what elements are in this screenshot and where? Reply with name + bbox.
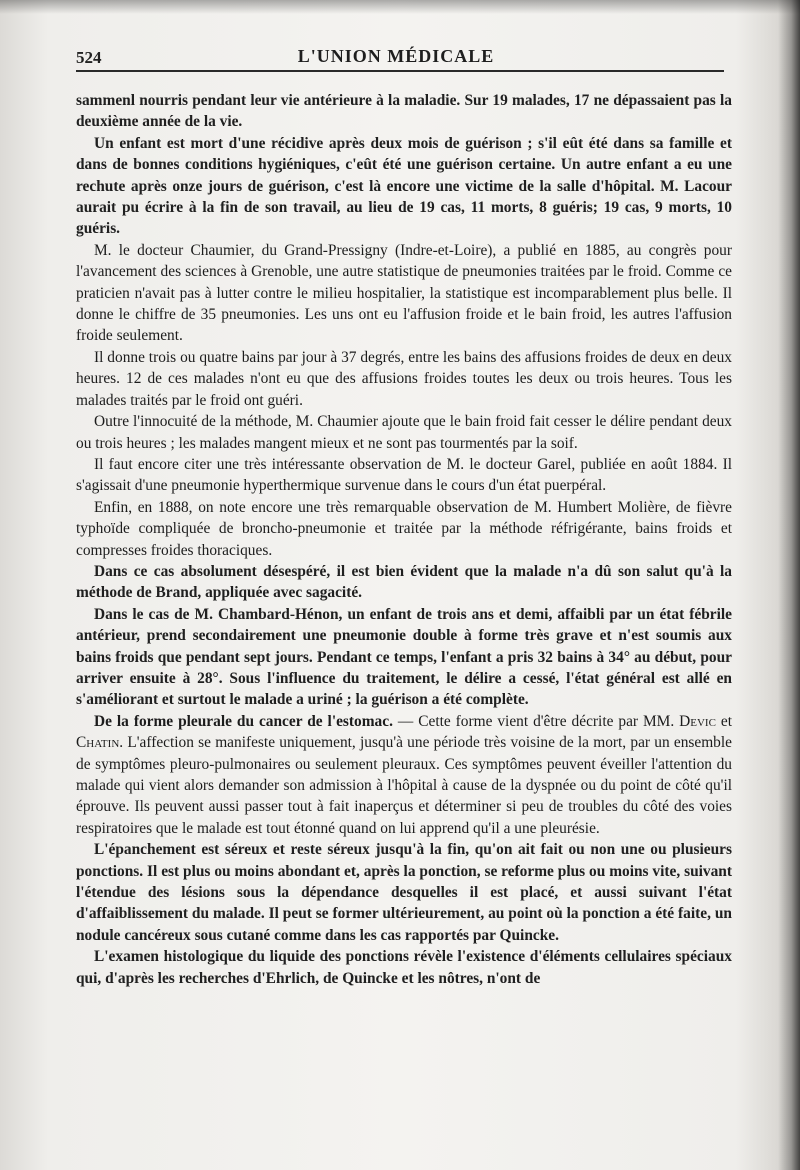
section-paragraph [76,711,732,839]
running-title: L'UNION MÉDICALE [297,46,495,66]
paragraph: Il donne trois ou quatre bains par jour à 37 degrés, entre les bains des affusions froides de deux en deux heures. 12 de ces malades n'ont eu que des affusions froides toutes les deux ou trois heures. Tous les malades traités par le froid ont guéri. [76,348,732,409]
paragraph: Il faut encore citer une très intéressante observation de M. le docteur Garel, publiée en août 1884. Il s'agissait d'une pneumonie hyperthermique survenue dans le cours d'un état puerpéral. [76,455,732,495]
page-binding-shadow [778,0,800,1170]
section-title: De la forme pleurale du cancer de l'estomac. [94,712,393,730]
paragraph: sammenl nourris pendant leur vie antérieure à la maladie. Sur 19 malades, 17 ne dépassaient pas la deuxième année de la vie. [76,92,732,131]
paragraph: Enfin, en 1888, on note encore une très remarquable observation de M. Humbert Molière, de fièvre typhoïde compliquée de broncho-pneumonie et traitée par la méthode réfrigérante, bains froids et compresses froides thoraciques. [76,498,732,559]
paragraph: M. le docteur Chaumier, du Grand-Pressigny (Indre-et-Loire), a publié en 1885, au congrès pour l'avancement des sciences à Grenoble, une autre statistique de pneumonies traitées par le froid. Comme ce praticien n'avait pas à lutter contre le milieu hospitalier, la statistique est incomparablement plus belle. Il donne le chiffre de 35 pneumonies. Les uns ont eu l'affusion froide et le bain froid, les autres l'affusion froide seulement. [76,241,732,345]
page-header [76,46,716,70]
conjunction: et [715,712,732,730]
paragraph: L'épanchement est séreux et reste séreux jusqu'à la fin, qu'on ait fait ou non une ou plusieurs ponctions. Il est plus ou moins abondant et, après la ponction, se reforme plus ou moins vite, suivant l'étendue des lésions sous la dépendance desquelles il est placé, et aussi suivant l'état d'affaiblissement du malade. Il peut se former ultérieurement, au point où la ponction a été faite, un nodule cancéreux sous cutané comme dans les cas rapportés par Quincke. [76,841,732,944]
paragraph: Outre l'innocuité de la méthode, M. Chaumier ajoute que le bain froid fait cesser le délire pendant deux ou trois heures ; les malades mangent mieux et ne sont pas tourmentés par la soif. [76,413,732,452]
section-text: . L'affection se manifeste uniquement, jusqu'à une période très voisine de la mort, par un ensemble de symptômes pleuro-pulmonaires ou seulement pleuraux. Ces symptômes peuvent éveiller l'attention du malade qui vient alors demander son admission à l'hôpital à cause de la dyspnée ou du point de côté qu'il éprouve. Ils peuvent aussi passer tout à fait inaperçus et déterminer si peu de troubles du côté des voies respiratoires que le malade est tout étonné quand on lui apprend qu'il a une pleurésie. [76,734,732,837]
section-lead: — Cette forme vient d'être décrite par MM. [392,712,680,730]
paragraph: Dans ce cas absolument désespéré, il est bien évident que la malade n'a dû son salut qu'à la méthode de Brand, appliquée avec sagacité. [76,562,732,602]
paragraph: Dans le cas de M. Chambard-Hénon, un enfant de trois ans et demi, affaibli par un état fébrile antérieur, prend secondairement une pneumonie double à forme très grave et n'est soumis aux bains froids que pendant sept jours. Pendant ce temps, l'enfant a pris 32 bains à 34° au début, pour arriver ensuite à 28°. Sous l'influence du traitement, le délire a cessé, l'état général est allé en s'améliorant et surtout le malade a uriné ; la guérison a été complète. [76,605,732,709]
author-name: Devic [679,712,716,730]
paragraph: L'examen histologique du liquide des ponctions révèle l'existence d'éléments cellulaires spéciaux qui, d'après les recherches d'Ehrlich, de Quincke et les nôtres, n'ont de [76,948,732,987]
paragraph: Un enfant est mort d'une récidive après deux mois de guérison ; s'il eût été dans sa famille et dans de bonnes conditions hygiéniques, c'eût été une guérison certaine. Un autre enfant a eu une rechute après onze jours de guérison, c'est là encore une victime de la salle d'hôpital. M. Lacour aurait pu écrire à la fin de son travail, au lieu de 19 cas, 11 morts, 8 guéris; 19 cas, 9 morts, 10 guéris. [76,134,732,238]
header-rule [76,70,724,72]
page-top-shadow [0,0,800,14]
body-text [76,90,732,989]
page-number: 524 [76,48,102,67]
author-name: Chatin [76,734,120,752]
